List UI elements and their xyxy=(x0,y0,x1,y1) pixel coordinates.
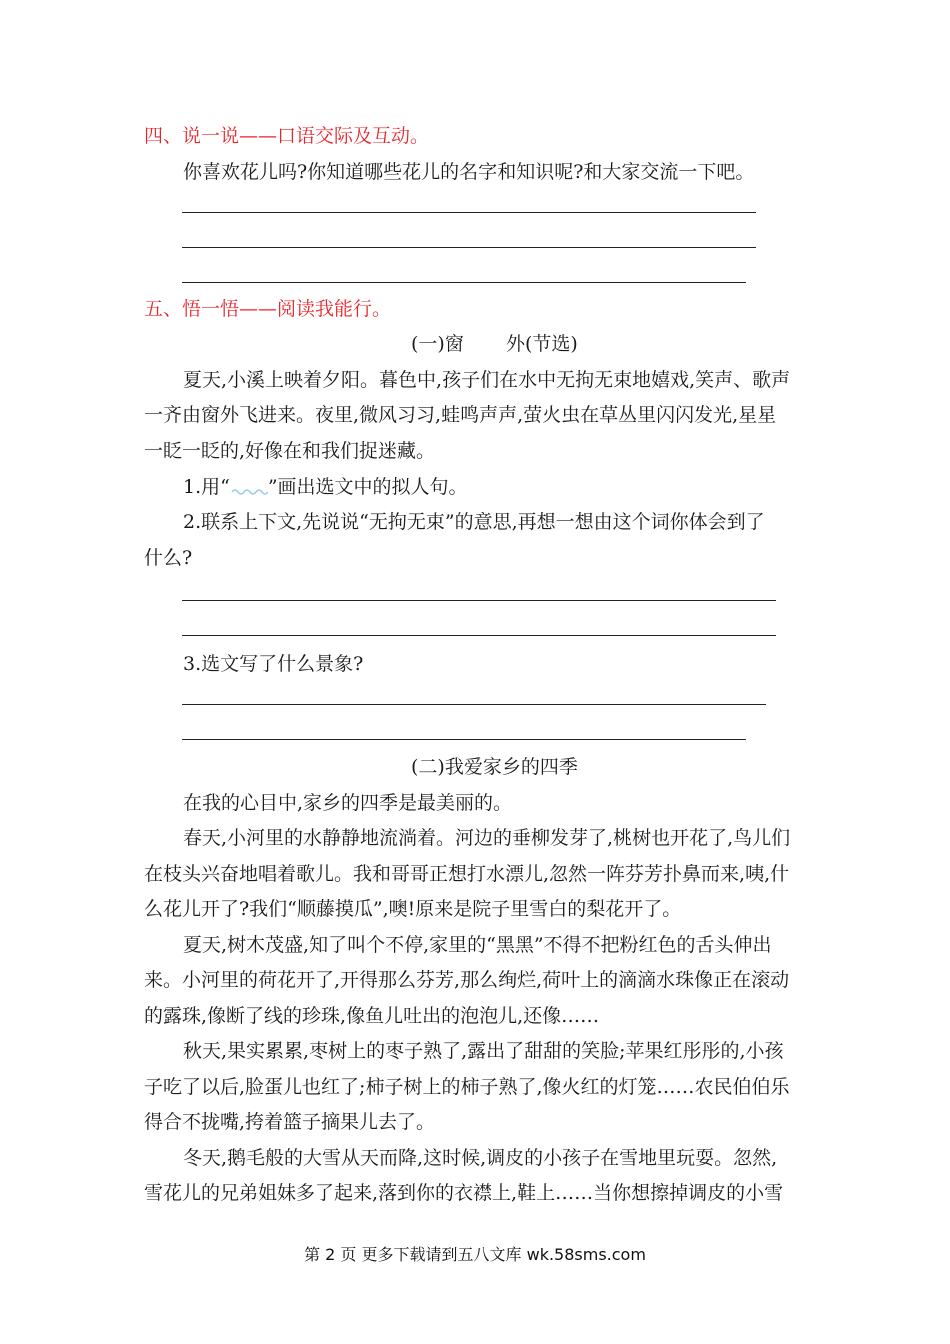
passage2-line: 春天,小河里的水静静地流淌着。河边的垂柳发芽了,桃树也开花了,鸟儿们 xyxy=(183,827,791,849)
section4-heading: 四、说一说——口语交际及互动。 xyxy=(144,125,430,147)
passage2-line: 在枝头兴奋地唱着歌儿。我和哥哥正想打水漂儿,忽然一阵芬芳扑鼻而来,咦,什 xyxy=(144,863,790,885)
passage2-line: 么花儿开了?我们“顺藤摸瓜”,噢!原来是院子里雪白的梨花开了。 xyxy=(144,898,682,920)
passage2-line: 在我的心目中,家乡的四季是最美丽的。 xyxy=(183,792,513,814)
answer-line xyxy=(182,635,776,636)
passage1-title-part1: (一)窗 xyxy=(411,333,464,355)
passage1-line: 夏天,小溪上映着夕阳。暮色中,孩子们在水中无拘无束地嬉戏,笑声、歌声 xyxy=(183,369,791,391)
question-3: 3.选文写了什么景象? xyxy=(183,653,364,675)
passage2-line: 雪花儿的兄弟姐妹多了起来,落到你的衣襟上,鞋上……当你想擦掉调皮的小雪 xyxy=(144,1182,784,1204)
passage2-line: 子吃了以后,脸蛋儿也红了;柿子树上的柿子熟了,像火红的灯笼……农民伯伯乐 xyxy=(144,1076,790,1098)
section5-heading: 五、悟一悟——阅读我能行。 xyxy=(144,298,392,320)
answer-line xyxy=(182,704,766,705)
answer-line xyxy=(182,212,756,213)
passage2-line: 冬天,鹅毛般的大雪从天而降,这时候,调皮的小孩子在雪地里玩耍。忽然, xyxy=(183,1147,778,1169)
question-1-prefix: 1.用“ xyxy=(183,476,230,498)
page-footer: 第 2 页 更多下载请到五八文库 wk.58sms.com xyxy=(304,1245,646,1264)
question-1 xyxy=(183,475,468,499)
question-2-line2: 什么? xyxy=(144,547,193,569)
answer-line xyxy=(182,739,746,740)
question-2-line1: 2.联系上下文,先说说“无拘无束”的意思,再想一想由这个词你体会到了 xyxy=(183,511,765,533)
passage2-line: 来。小河里的荷花开了,开得那么芬芳,那么绚烂,荷叶上的滴滴水珠像正在滚动 xyxy=(144,969,790,991)
passage2-line: 秋天,果实累累,枣树上的枣子熟了,露出了甜甜的笑脸;苹果红彤彤的,小孩 xyxy=(183,1040,784,1062)
answer-line xyxy=(182,600,776,601)
answer-line xyxy=(182,247,756,248)
passage2-title: (二)我爱家乡的四季 xyxy=(411,756,578,778)
passage1-line: 一眨一眨的,好像在和我们捉迷藏。 xyxy=(144,440,436,462)
question-1-suffix: ”画出选文中的拟人句。 xyxy=(267,476,468,498)
section4-prompt: 你喜欢花儿吗?你知道哪些花儿的名字和知识呢?和大家交流一下吧。 xyxy=(183,161,755,183)
wavy-underline-icon xyxy=(230,481,268,495)
passage1-title-part2: 外(节选) xyxy=(506,333,578,355)
passage2-line: 的露珠,像断了线的珍珠,像鱼儿吐出的泡泡儿,还像…… xyxy=(144,1005,600,1027)
passage2-line: 得合不拢嘴,挎着篮子摘果儿去了。 xyxy=(144,1111,436,1133)
passage2-line: 夏天,树木茂盛,知了叫个不停,家里的“黑黑”不得不把粉红色的舌头伸出 xyxy=(183,934,772,956)
passage1-line: 一齐由窗外飞进来。夜里,微风习习,蛙鸣声声,萤火虫在草丛里闪闪发光,星星 xyxy=(144,404,777,426)
answer-line xyxy=(182,282,746,283)
